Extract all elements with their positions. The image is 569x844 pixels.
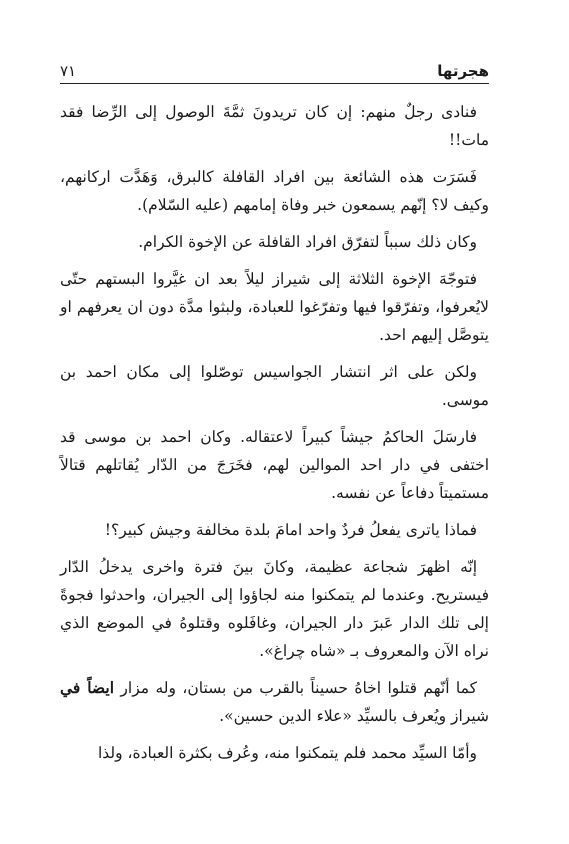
paragraph: فارسَلَ الحاكمُ جيشاً كبيراً لاعتقاله. وكان احمد بن موسى قد اختفى في دار احد الموالين لهم، فخَرَجَ من الدّار يُقاتلهم قتالاً مستميتاً دفاعاً عن نفسه. (60, 428, 489, 502)
paragraph-text-after: شيراز ويُعرف بالسيِّد «علاء الدين حسين». (219, 707, 489, 725)
paragraph: إنّه اظهرَ شجاعة عظيمة، وكانَ بينَ فترة واخرى يدخلُ الدّار فيستريح. وعندما لم يتمكنوا منه لجاؤوا إلى الجيران، واحدثوا فجوةً إلى تلك الدار عَبرَ دار الجيران، وغافَلوه وقتلوهُ في الموضع الذي نراه الآن والمعروف بـ «شاه چراغ». (60, 558, 489, 660)
page-number: ٧١ (60, 62, 77, 80)
paragraph: فنادى رجلٌ منهم: إن كان تريدونَ ثمَّةَ الوصول إلى الرِّضا فقد مات!! (60, 103, 489, 149)
paragraph: فماذا ياترى يفعلُ فردٌ واحد امامَ بلدة مخالفة وجيش كبير؟! (104, 521, 477, 539)
running-head: هجرتها (437, 62, 489, 80)
paragraph: وأمّا السيِّد محمد فلم يتمكنوا منه، وعُرف بكثرة العبادة، ولذا (97, 744, 477, 762)
paragraph: فَسَرَت هذه الشائعة بين افراد القافلة كالبرق، وَهَدَّت اركانهم، وكيف لا؟ إنّهم يسمعون خبر وفاة إمامهم (عليه السّلام). (60, 168, 489, 214)
paragraph: فتوجّهَ الإخوة الثلاثة إلى شيراز ليلاً بعد ان غيَّروا البستهم حتّى لايُعرفوا، وتفرّقوا فيها وتفرّغوا للعبادة، ولبثوا مدَّة دون ان يعرفهم او يتوصَّل إليهم احد. (60, 270, 489, 344)
paragraph-emphasis: ايضاً في (60, 678, 114, 697)
paragraph (60, 674, 489, 730)
paragraph-text: كما أنّهم قتلوا اخاهُ حسيناً بالقرب من بستان، وله مزار (114, 679, 477, 697)
paragraph: وكان ذلك سبباً لتفرّق افراد القافلة عن الإخوة الكرام. (138, 233, 477, 251)
paragraph: ولكن على اثر انتشار الجواسيس توصّلوا إلى مكان احمد بن موسى. (60, 363, 489, 409)
body-text (60, 98, 489, 767)
page-header (60, 56, 489, 84)
